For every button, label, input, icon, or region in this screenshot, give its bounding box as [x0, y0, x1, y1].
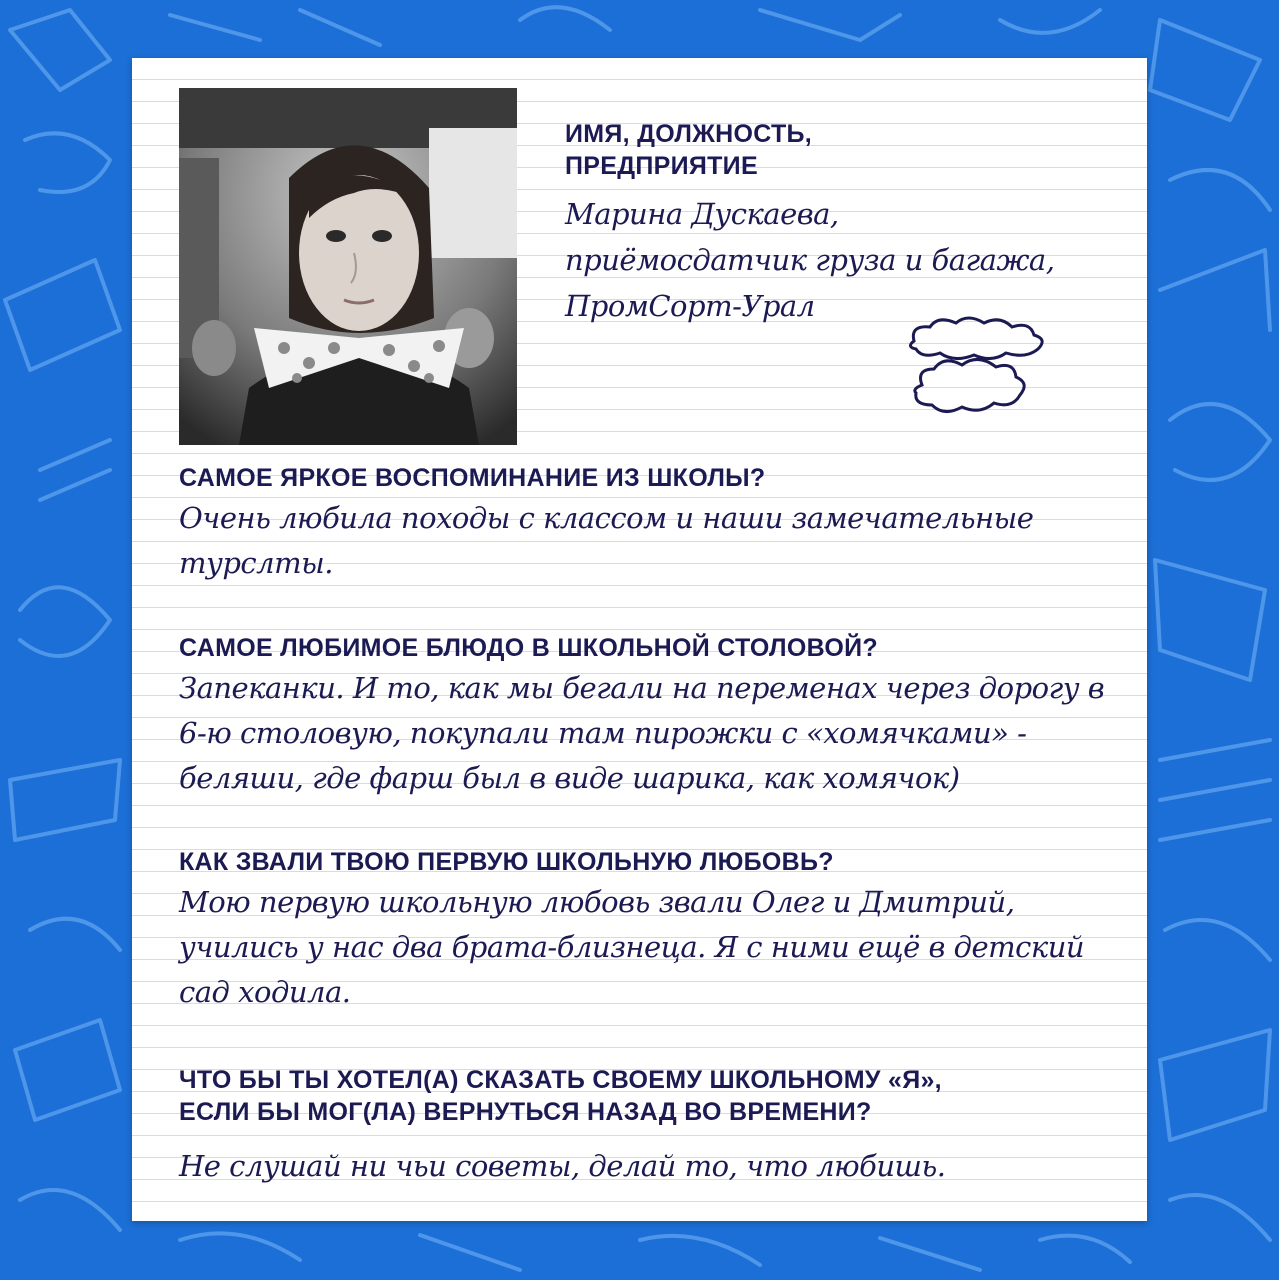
- question-1: САМОЕ ЯРКОЕ ВОСПОМИНАНИЕ ИЗ ШКОЛЫ?: [179, 464, 766, 492]
- profile-name: Марина Дускаева,: [565, 197, 839, 231]
- profile-company: ПромСорт-Урал: [565, 289, 815, 323]
- answer-1: Очень любила походы с классом и наши замечательные турслты.: [179, 501, 1034, 580]
- answer-4: Не слушай ни чьи советы, делай то, что любишь.: [179, 1149, 946, 1183]
- answer-2: Запеканки. И то, как мы бегали на переменах через дорогу в 6-ю столовую, покупали там пирожки с «хомячками» - беляши, где фарш был в виде шарика, как хомячок): [179, 671, 1105, 795]
- cloud-doodles-icon: [902, 313, 1062, 428]
- question-4: ЧТО БЫ ТЫ ХОТЕЛ(А) СКАЗАТЬ СВОЕМУ ШКОЛЬНОМУ «Я», ЕСЛИ БЫ МОГ(ЛА) ВЕРНУТЬСЯ НАЗАД ВО ВРЕМЕНИ?: [179, 1066, 942, 1126]
- childhood-photo: [179, 88, 517, 445]
- answer-3: Мою первую школьную любовь звали Олег и Дмитрий, учились у нас два брата-близнеца. Я с ними ещё в детский сад ходила.: [179, 885, 1085, 1009]
- question-3: КАК ЗВАЛИ ТВОЮ ПЕРВУЮ ШКОЛЬНУЮ ЛЮБОВЬ?: [179, 848, 834, 876]
- profile-label: ИМЯ, ДОЛЖНОСТЬ, ПРЕДПРИЯТИЕ: [565, 120, 813, 180]
- profile-position: приёмосдатчик груза и багажа,: [565, 243, 1055, 277]
- notebook-card: [132, 58, 1147, 1221]
- question-2: САМОЕ ЛЮБИМОЕ БЛЮДО В ШКОЛЬНОЙ СТОЛОВОЙ?: [179, 634, 878, 662]
